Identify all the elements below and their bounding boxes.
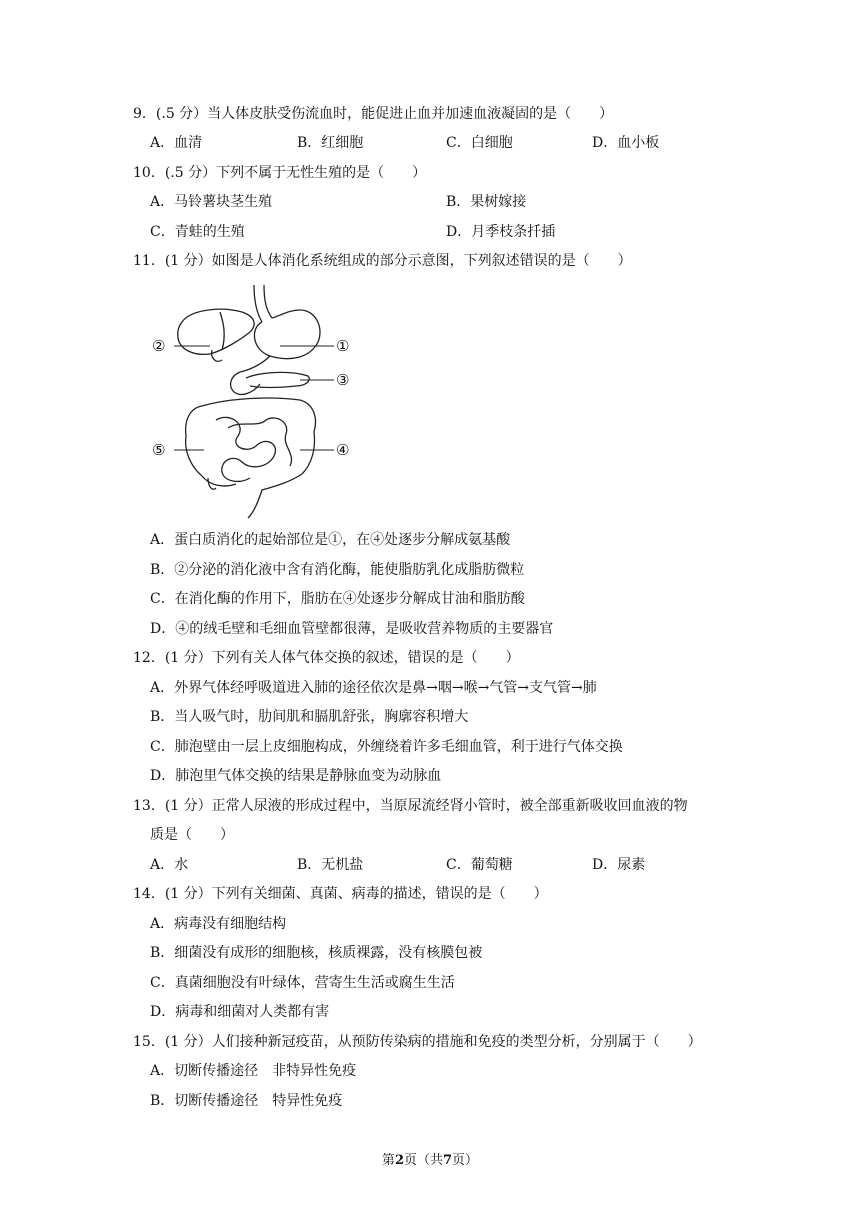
q10-stem: 10．(.5 分）下列不属于无性生殖的是（ ） <box>133 165 427 181</box>
q13-option-c: C．葡萄糖 <box>446 857 513 873</box>
q12-option-a: A．外界气体经呼吸道进入肺的途径依次是鼻→咽→喉→气管→支气管→肺 <box>150 680 597 696</box>
footer-page-number: 2 <box>394 1153 404 1168</box>
figure-label-1: ① <box>336 337 350 355</box>
q10-option-b: B．果树嫁接 <box>446 194 527 210</box>
figure-label-5: ⑤ <box>152 441 166 459</box>
q13-option-b: B．无机盐 <box>297 857 364 873</box>
q14-option-c: C．真菌细胞没有叶绿体，营寄生生活或腐生生活 <box>150 975 455 991</box>
q15-option-b: B．切断传播途径 特异性免疫 <box>150 1093 343 1109</box>
q13-option-a: A．水 <box>150 857 189 873</box>
footer-prefix: 第 <box>381 1153 395 1168</box>
footer-suffix: 页） <box>452 1153 479 1168</box>
figure-label-4: ④ <box>336 441 350 459</box>
q10-option-d: D．月季枝条扦插 <box>446 224 556 240</box>
q14-option-a: A．病毒没有细胞结构 <box>150 916 287 932</box>
q12-option-d: D．肺泡里气体交换的结果是静脉血变为动脉血 <box>150 768 442 784</box>
digestive-system-figure <box>150 280 360 520</box>
q12-stem: 12．(1 分）下列有关人体气体交换的叙述，错误的是（ ） <box>133 650 520 666</box>
q9-option-c: C．白细胞 <box>446 135 513 151</box>
q9-option-d: D．血小板 <box>592 135 660 151</box>
q11-option-b: B．②分泌的消化液中含有消化酶，能使脂肪乳化成脂肪微粒 <box>150 562 525 578</box>
q11-option-a: A．蛋白质消化的起始部位是①，在④处逐步分解成氨基酸 <box>150 532 511 548</box>
q11-option-d: D．④的绒毛壁和毛细血管壁都很薄，是吸收营养物质的主要器官 <box>150 621 554 637</box>
q11-option-c: C．在消化酶的作用下，脂肪在④处逐步分解成甘油和脂肪酸 <box>150 591 525 607</box>
q14-option-d: D．病毒和细菌对人类都有害 <box>150 1004 330 1020</box>
q12-option-b: B．当人吸气时，肋间肌和膈肌舒张，胸廓容积增大 <box>150 709 469 725</box>
q15-stem: 15．(1 分）人们接种新冠疫苗，从预防传染病的措施和免疫的类型分析，分别属于（ ） <box>133 1034 702 1050</box>
page-footer <box>0 1149 860 1168</box>
figure-label-2: ② <box>152 337 166 355</box>
q9-stem: 9．(.5 分）当人体皮肤受伤流血时，能促进止血并加速血液凝固的是（ ） <box>133 106 614 122</box>
q13-stem-line1: 13．(1 分）正常人尿液的形成过程中，当原尿流经肾小管时，被全部重新吸收回血液的物 <box>133 798 688 814</box>
q10-option-a: A．马铃薯块茎生殖 <box>150 194 273 210</box>
footer-total-pages: 7 <box>443 1153 453 1168</box>
q14-stem: 14．(1 分）下列有关细菌、真菌、病毒的描述，错误的是（ ） <box>133 886 548 902</box>
q11-stem: 11．(1 分）如图是人体消化系统组成的部分示意图，下列叙述错误的是（ ） <box>133 253 632 269</box>
q10-option-c: C．青蛙的生殖 <box>150 224 245 240</box>
q13-stem-line2: 质是（ ） <box>150 827 234 843</box>
q14-option-b: B．细菌没有成形的细胞核，核质裸露，没有核膜包被 <box>150 945 483 961</box>
q9-option-b: B．红细胞 <box>297 135 364 151</box>
q9-option-a: A．血清 <box>150 135 203 151</box>
q15-option-a: A．切断传播途径 非特异性免疫 <box>150 1063 357 1079</box>
footer-mid: 页（共 <box>403 1153 443 1168</box>
figure-label-3: ③ <box>336 371 350 389</box>
q12-option-c: C．肺泡壁由一层上皮细胞构成，外缠绕着许多毛细血管，利于进行气体交换 <box>150 739 623 755</box>
q13-option-d: D．尿素 <box>592 857 646 873</box>
